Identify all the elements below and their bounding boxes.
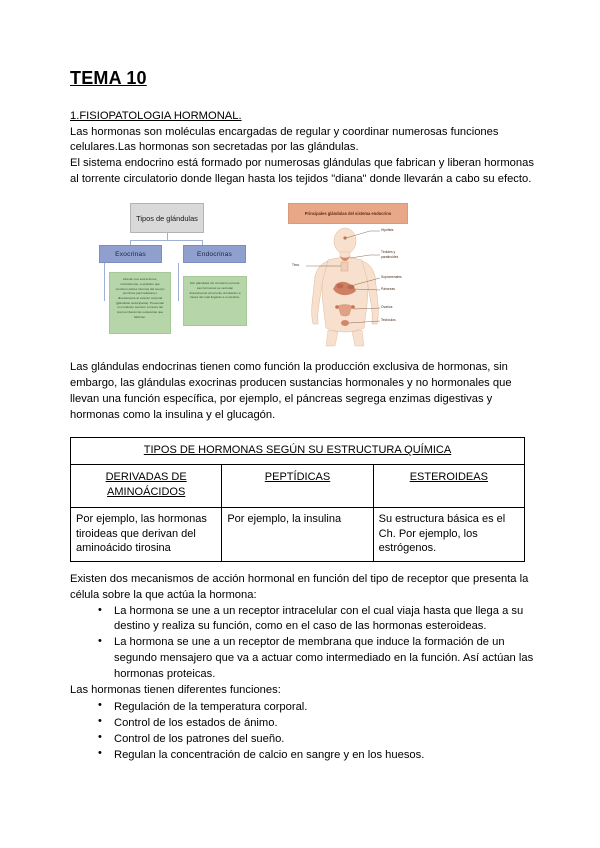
anatomy-label-testiculos: Testículos [381,318,396,323]
anatomy-label-tiroides: Tiroides y paratiroides [381,250,399,259]
table-caption-row [71,438,525,465]
table-header-esteroideas: ESTEROIDEAS [373,465,524,508]
list-item: • La hormona se une a un receptor intracelular con el cual viaja hasta que llega a su destino y realiza su función, como en el caso de las hormonas esteroideas. [114,604,538,636]
flowchart-connector-bar [130,240,202,241]
glands-flowchart-figure [97,200,255,350]
list-item: • La hormona se une a un receptor de membrana que induce la formación de un segundo mensajero que va a actuar como intermediado en la función. Así actúan las hormonas proteicas. [114,635,538,683]
intro-paragraph-2: El sistema endocrino está formado por numerosas glándulas que fabrican y liberan hormonas al torrente circulatorio donde llegan hasta los tejidos "diana" donde llevarán a cabo su efecto. [70,157,534,185]
anatomy-label-timo: Timo [292,263,300,268]
endocrine-glands-figure [288,203,408,347]
anatomy-label-ovarios: Ovarios [381,305,393,310]
anatomy-figure-body [288,224,408,347]
anatomy-label-hipofisis: Hipófisis [381,228,394,233]
hormone-types-table [70,437,525,562]
list-item: • Regulación de la temperatura corporal. [114,699,538,715]
anatomy-label-suprarrenales: Suprarrenales [381,275,402,280]
table-cell-esteroideas-example: Su estructura básica es el Ch. Por ejemplo, los estrógenos. [373,507,524,562]
figures-row [70,200,538,350]
human-torso-illustration [288,224,408,347]
list-item: • Control de los patrones del sueño. [114,731,538,747]
section-heading: 1.FISIOPATOLOGIA HORMONAL. [70,109,242,122]
mechanisms-intro-paragraph: Existen dos mecanismos de acción hormonal en función del tipo de receptor que presenta la célula sobre la que actúa la hormona: [70,573,529,601]
table-caption-text: TIPOS DE HORMONAS SEGÚN SU ESTRUCTURA QUÍMICA [143,444,452,457]
table-header-derivadas: DERIVADAS DE AMINOÁCIDOS [71,465,222,508]
flowchart-leaf-endocrinas-description: Son glándulas sin conducto excretor. Las hormonas se secretan directamente al torrente circulatorio a través del cual llegarán a su destino. [183,276,247,326]
after-figures-paragraph: Las glándulas endocrinas tienen como función la producción exclusiva de hormonas, sin embargo, las glándulas exocrinas producen sustancias hormonales y no hormonales que llevan una función específica, por ejemplo, el páncreas segrega enzimas digestivas y hormonas como la insulina y el glucagón. [70,361,512,421]
page-title: TEMA 10 [70,68,147,88]
anatomy-label-pancreas: Páncreas [381,287,395,292]
flowchart-node-exocrinas: Exocrinas [99,245,162,263]
flowchart-connector-stem [167,233,168,240]
flowchart-node-endocrinas: Endocrinas [183,245,246,263]
anatomy-figure-title: Principales glándulas del sistema endocrino [288,203,408,224]
table-row [71,507,525,562]
functions-list [70,699,538,764]
flowchart-leaf-exocrinas-description: Liberan sus secreciones, normalmente, a epitelios que recubren partes internas del cuerpo (enzimas pancreáticas) o directamente al exterior corporal (glándulas sudoríparas). Presentan un conducto secretor a través del cual se liberan las sustancias que fabrican. [109,272,171,334]
intro-paragraph-1: Las hormonas son moléculas encargadas de regular y coordinar numerosas funciones celulares.Las hormonas son secretadas por las glándulas. [70,125,499,154]
table-caption-cell [71,438,525,465]
mechanisms-list [70,604,538,684]
flowchart-root-node: Tipos de glándulas [130,203,204,233]
table-cell-peptidicas-example: Por ejemplo, la insulina [222,507,373,562]
flowchart-connector-leaf-right [178,263,179,301]
table-cell-derivadas-example: Por ejemplo, las hormonas tiroideas que derivan del aminoácido tirosina [71,507,222,562]
table-header-peptidicas: PEPTÍDICAS [222,465,373,508]
table-header-row [71,465,525,508]
list-item: • Control de los estados de ánimo. [114,715,538,731]
list-item: • Regulan la concentración de calcio en sangre y en los huesos. [114,747,538,763]
functions-intro-paragraph: Las hormonas tienen diferentes funciones: [70,684,281,697]
flowchart-connector-leaf-left [104,263,105,301]
